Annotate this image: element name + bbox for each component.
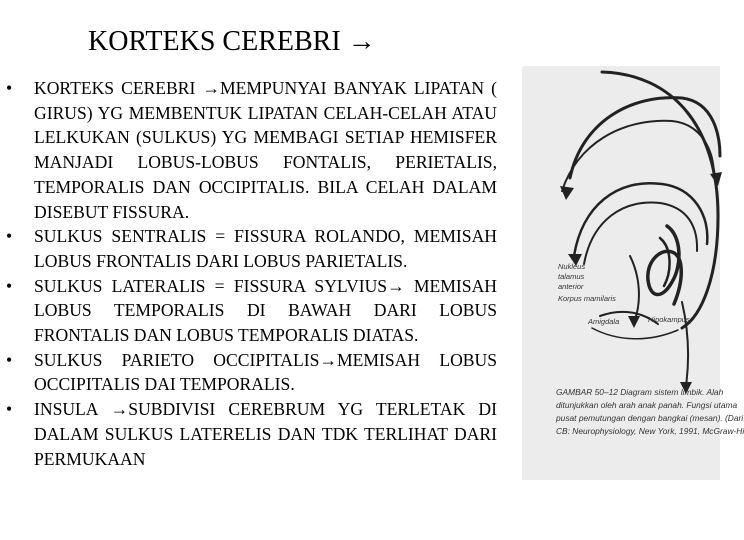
bullet-item	[6, 397, 497, 471]
bullet-text: INSULA →SUBDIVISI CEREBRUM YG TERLETAK DI DALAM SULKUS LATERELIS DAN TDK TERLIHAT DARI PERMUKAAN	[34, 399, 497, 469]
bullet-list	[6, 76, 497, 471]
bullet-dot: •	[6, 78, 13, 98]
bullet-text: SULKUS PARIETO OCCIPITALIS→MEMISAH LOBUS OCCIPITALIS DAI TEMPORALIS.	[34, 349, 497, 395]
limbic-system-figure	[522, 66, 744, 480]
bullet-text: SULKUS SENTRALIS = FISSURA ROLANDO, MEMISAH LOBUS FRONTALIS DARI LOBUS PARIETALIS.	[34, 226, 497, 271]
bullet-item	[6, 348, 497, 397]
figure-caption	[556, 386, 744, 438]
caption-line: GAMBAR 50–12 Diagram sistem limbik. Alah	[556, 387, 724, 397]
arrowhead	[560, 186, 574, 200]
bullet-item	[6, 274, 497, 348]
cingulate-inner-arc	[562, 121, 714, 191]
bullet-item	[6, 76, 497, 224]
label-nucleus: Nukleus	[558, 262, 586, 271]
bullet-dot: •	[6, 226, 13, 247]
arrowhead	[628, 316, 640, 328]
bullet-dot: •	[6, 275, 13, 296]
slide-title: KORTEKS CEREBRI →	[88, 26, 376, 57]
label-anterior: anterior	[558, 282, 584, 291]
hippocampal-loop-inner	[660, 238, 670, 286]
caption-line: CB: Neurophysiology, New York, 1991, McGraw-Hi	[556, 426, 744, 436]
hippocampal-loop	[648, 226, 681, 304]
label-amigdala: Amigdala	[588, 317, 620, 326]
bullet-dot: •	[6, 349, 13, 370]
bullet-text: KORTEKS CEREBRI →MEMPUNYAI BANYAK LIPATAN ( GIRUS) YG MEMBENTUK LIPATAN CELAH-CELAH ATAU LELKUKAN (SULKUS) YG MEMBAGI SETIAP HEMISFER MANJADI LOBUS-LOBUS FONTALIS, PERIETALIS, TEMPORALIS DAN OCCIPITALIS. BILA CELAH DALAM DISEBUT FISSURA.	[34, 78, 497, 222]
bullet-dot: •	[6, 399, 13, 420]
label-talamus: talamus	[558, 272, 585, 281]
cingulate-outer-arc	[570, 98, 720, 178]
label-hipokampus: Hipokampus	[648, 315, 690, 324]
caption-line: ditunjukkan oleh arah anak panah. Fungsi utama	[556, 400, 738, 410]
bullet-text: SULKUS LATERALIS = FISSURA SYLVIUS→ MEMISAH LOBUS TEMPORALIS DI BAWAH DARI LOBUS FRONTALIS DAN LOBUS TEMPORALIS DIATAS.	[34, 275, 497, 346]
label-corpus: Korpus mamilaris	[558, 294, 616, 303]
bullet-item	[6, 224, 497, 273]
temporal-curve	[592, 328, 678, 339]
caption-line: pusat pemutungan dengan bangkai (mesan). (Dari	[556, 413, 744, 423]
fornix-arc	[574, 183, 707, 256]
